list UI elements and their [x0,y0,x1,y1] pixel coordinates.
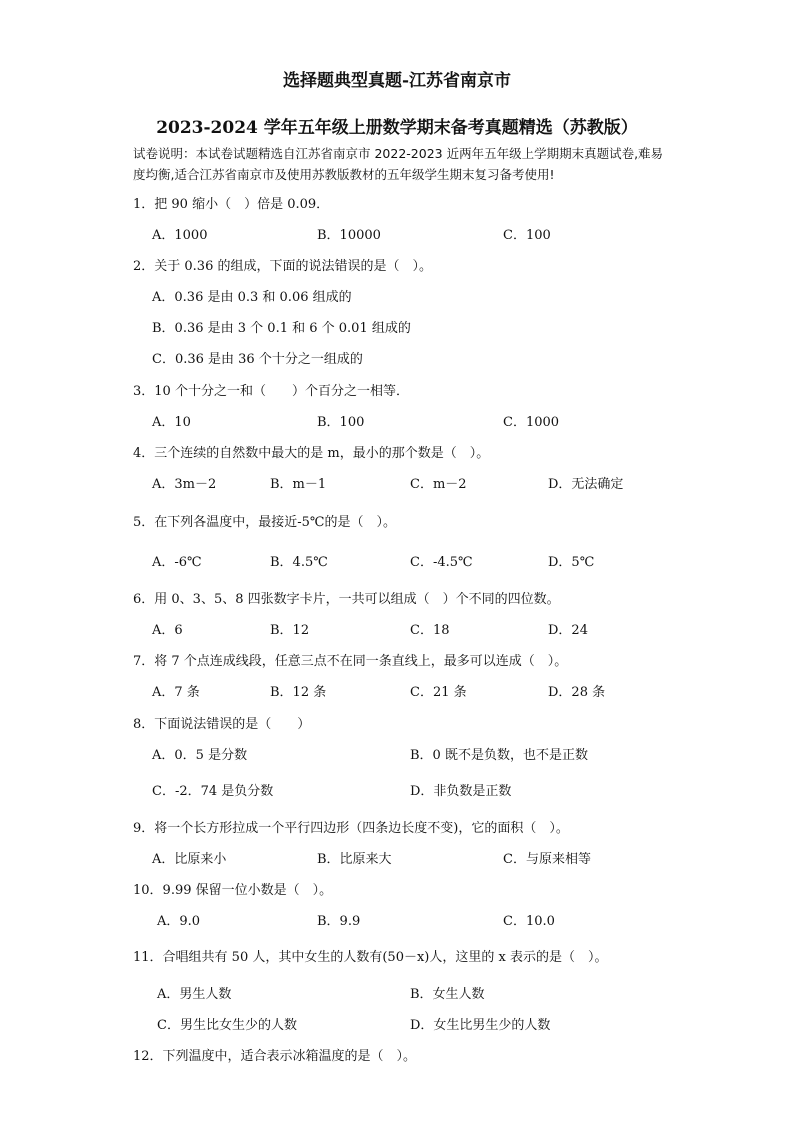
option-b: B．比原来大 [317,852,392,867]
option-a: A．比原来小 [152,852,227,867]
question-1: 1．把 90 缩小（ ）倍是 0.09． [133,197,330,212]
option-c: C．-4.5℃ [410,555,473,570]
question-3: 3．10 个十分之一和（ ）个百分之一相等． [133,384,409,399]
question-11: 11．合唱组共有 50 人，其中女生的人数有(50－x)人，这里的 x 表示的是（ ）。 [133,950,608,965]
exam-instructions: 试卷说明：本试卷试题精选自江苏省南京市 2022-2023 近两年五年级上学期期末真题试卷,难易度均衡,适合江苏省南京市及使用苏教版教材的五年级学生期末复习备考使用! [133,146,664,182]
option-b: B．4.5℃ [270,555,328,570]
question-9: 9．将一个长方形拉成一个平行四边形（四条边长度不变)，它的面积（ ）。 [133,821,569,836]
option-c: C．1000 [503,415,560,430]
option-c: C．男生比女生少的人数 [157,1018,297,1033]
option-d: D．28 条 [548,685,606,700]
option-b: B．9.9 [317,914,361,929]
question-4: 4．三个连续的自然数中最大的是 m，最小的那个数是（ ）。 [133,446,490,461]
option-a: A．-6℃ [152,555,202,570]
option-c: C．10.0 [503,914,555,929]
option-a: A．0．5 是分数 [152,748,248,763]
option-c: C．100 [503,228,551,243]
option-b: B．0 既不是负数，也不是正数 [410,748,588,763]
option-b: B．10000 [317,228,381,243]
option-b: B．12 [270,623,310,638]
option-a: A．10 [152,415,191,430]
option-c: C．18 [410,623,450,638]
question-5: 5．在下列各温度中，最接近-5℃的是（ ）。 [133,515,396,530]
question-10: 10．9.99 保留一位小数是（ ）。 [133,883,333,898]
question-7: 7．将 7 个点连成线段，任意三点不在同一条直线上，最多可以连成（ ）。 [133,654,568,669]
option-c: C．m－2 [410,477,467,492]
option-d: D．5℃ [548,555,595,570]
option-a: A．1000 [152,228,208,243]
option-a: A．3m－2 [152,477,217,492]
option-c: C．与原来相等 [503,852,591,867]
option-b: B．0.36 是由 3 个 0.1 和 6 个 0.01 组成的 [152,321,411,336]
option-d: D．无法确定 [548,477,624,492]
option-c: C．0.36 是由 36 个十分之一组成的 [152,352,363,367]
option-a: A．男生人数 [157,987,232,1002]
option-d: D．非负数是正数 [410,784,512,799]
option-b: B．100 [317,415,365,430]
page-subtitle: 2023-2024 学年五年级上册数学期末备考真题精选（苏教版） [156,118,638,138]
question-12: 12．下列温度中，适合表示冰箱温度的是（ ）。 [133,1049,417,1064]
option-d: D．女生比男生少的人数 [410,1018,551,1033]
option-a: A．7 条 [152,685,200,700]
option-c: C．21 条 [410,685,467,700]
question-8: 8．下面说法错误的是（ ） [133,717,311,732]
option-c: C．-2．74 是负分数 [152,784,274,799]
question-2: 2．关于 0.36 的组成，下面的说法错误的是（ ）。 [133,259,432,274]
question-6: 6．用 0、3、5、8 四张数字卡片，一共可以组成（ ）个不同的四位数。 [133,592,560,607]
option-b: B．m－1 [270,477,327,492]
option-a: A．0.36 是由 0.3 和 0.06 组成的 [152,290,352,305]
option-b: B．女生人数 [410,987,485,1002]
option-a: A．9.0 [157,914,201,929]
option-d: D．24 [548,623,588,638]
page-title: 选择题典型真题-江苏省南京市 [282,71,512,91]
option-b: B．12 条 [270,685,327,700]
option-a: A．6 [152,623,183,638]
